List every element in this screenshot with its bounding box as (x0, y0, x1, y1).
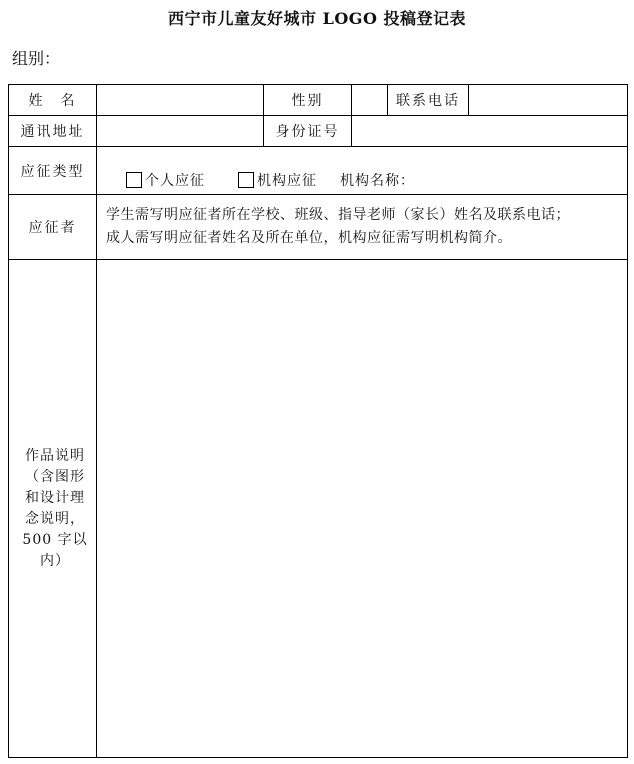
row-line-bottom (8, 757, 628, 758)
phone-field[interactable] (469, 85, 627, 115)
applicant-instructions (106, 204, 628, 250)
row-line-2 (8, 146, 628, 147)
name-field[interactable] (97, 85, 263, 115)
option-organization[interactable] (238, 170, 317, 190)
type-label: 应征类型 (20, 163, 85, 180)
work-label-line: 念说明， (25, 511, 85, 527)
page-title: 西宁市儿童友好城市 LOGO 投稿登记表 (168, 9, 466, 28)
organization-name-label: 机构名称： (340, 173, 415, 189)
work-label-line: 内） (40, 553, 70, 569)
organization-checkbox[interactable] (238, 172, 254, 188)
id-number-label: 身份证号 (275, 124, 340, 140)
name-label: 姓 名 (28, 93, 77, 109)
applicant-note-line-1: 学生需写明应征者所在学校、班级、指导老师（家长）姓名及联系电话； (106, 207, 570, 223)
table-border-right (627, 84, 628, 758)
phone-label: 联系电话 (396, 93, 460, 109)
address-label: 通讯地址 (20, 124, 85, 140)
row-line-3 (8, 194, 628, 195)
work-description-label (14, 446, 96, 572)
work-label-line: （含图形 (25, 469, 85, 485)
group-label: 组别： (12, 49, 61, 68)
work-description-area[interactable] (97, 260, 627, 757)
applicant-label: 应征者 (28, 220, 77, 236)
individual-checkbox[interactable] (126, 172, 142, 188)
option-individual[interactable] (126, 170, 205, 190)
organization-option-label: 机构应征 (257, 173, 317, 189)
id-number-field[interactable] (352, 116, 627, 146)
gender-field[interactable] (352, 85, 387, 115)
gender-label: 性别 (291, 93, 324, 109)
work-label-line: 500 字以 (22, 532, 88, 548)
work-label-line: 和设计理 (25, 490, 85, 506)
address-field[interactable] (97, 116, 263, 146)
applicant-note-line-2: 成人需写明应征者姓名及所在单位，机构应征需写明机构简介。 (106, 230, 512, 246)
individual-option-label: 个人应征 (145, 173, 205, 189)
work-label-line: 作品说明 (25, 448, 85, 464)
